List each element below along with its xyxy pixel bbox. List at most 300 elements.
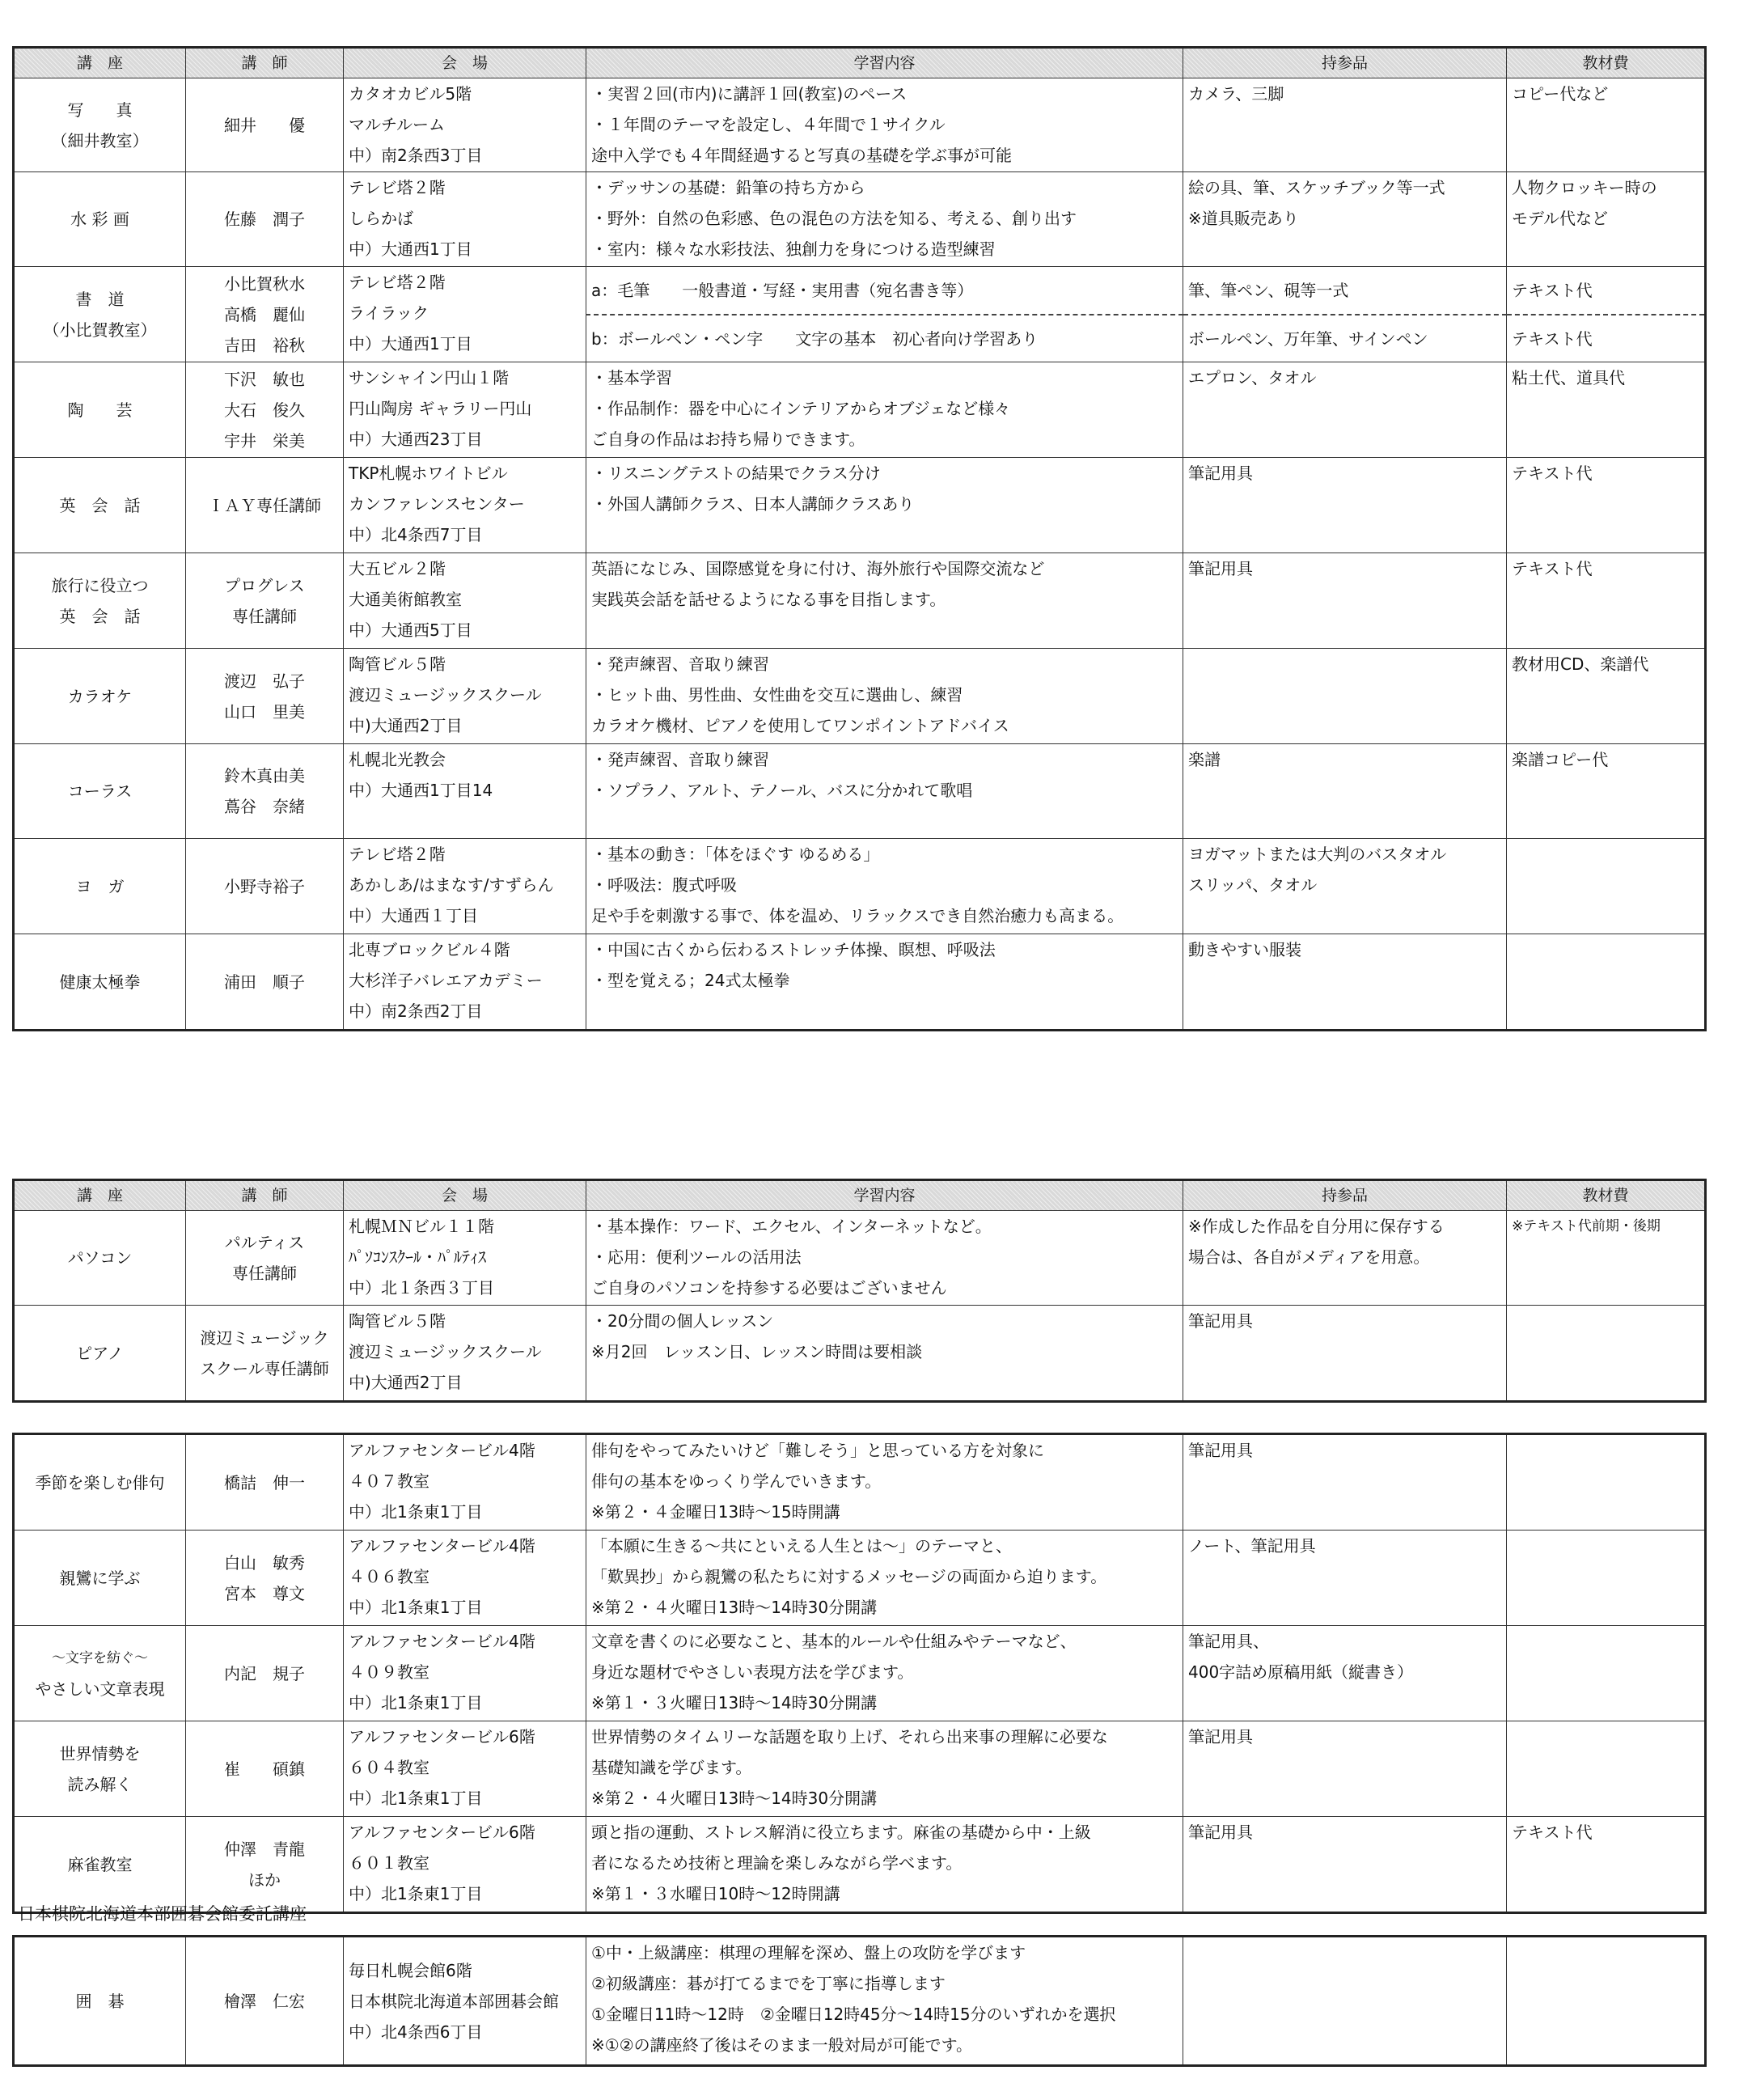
course-cell <box>14 1817 186 1913</box>
bring-cell <box>1183 458 1507 553</box>
course-table-2 <box>12 1179 1707 1403</box>
venue-cell <box>344 172 586 267</box>
cell-line: テレビ塔２階 <box>349 178 446 197</box>
cell-line: テレビ塔２階 <box>349 273 446 292</box>
teacher-cell <box>186 1434 344 1531</box>
cell-line: 水 彩 画 <box>70 210 129 229</box>
cell-line: 「本願に生きる～共にといえる人生とは～」のテーマと、 <box>591 1536 1012 1556</box>
cell-line: アルファセンタービル4階 <box>349 1441 535 1460</box>
cell-line: ※第１・３火曜日13時～14時30分開講 <box>591 1693 878 1713</box>
content-cell <box>586 1721 1183 1817</box>
cell-line: ※作成した作品を自分用に保存する <box>1188 1217 1445 1236</box>
bring-cell <box>1183 1306 1507 1402</box>
cell-line: ヨガマットまたは大判のバスタオル <box>1188 845 1447 864</box>
cell-line: スクール専任講師 <box>200 1358 329 1378</box>
cell-line: ご自身の作品はお持ち帰りできます。 <box>591 430 865 449</box>
cell-line: 仲澤 青龍 <box>224 1839 305 1859</box>
cell-line: 札幌ＭＮビル１１階 <box>349 1217 494 1236</box>
fee-cell <box>1507 267 1706 315</box>
cell-line: ・基本学習 <box>591 368 672 387</box>
cell-line: 下沢 敏也 <box>224 369 305 389</box>
cell-line: 身近な題材でやさしい表現方法を学びます。 <box>591 1662 914 1682</box>
cell-line: ・呼吸法：腹式呼吸 <box>591 875 737 895</box>
cell-line: 「歎異抄」から親鸞の私たちに対するメッセージの両面から迫ります。 <box>591 1567 1107 1586</box>
course-table-3 <box>12 1433 1707 1914</box>
cell-line: やさしい文章表現 <box>35 1679 165 1699</box>
course-cell <box>14 1306 186 1402</box>
teacher-cell <box>186 934 344 1031</box>
cell-line: 大通美術館教室 <box>349 590 462 609</box>
column-header: 会 場 <box>344 48 586 78</box>
cell-line: 実践英会話を話せるようになる事を目指します。 <box>591 590 946 609</box>
course-cell <box>14 1937 186 2066</box>
cell-line: 中）南2条西3丁目 <box>349 146 483 165</box>
fee-cell <box>1507 1817 1706 1913</box>
table-row <box>14 1937 1706 2066</box>
column-header: 学習内容 <box>586 1180 1183 1211</box>
cell-line: 円山陶房 ギャラリー円山 <box>349 399 532 418</box>
content-cell <box>586 649 1183 744</box>
cell-line: ・野外：自然の色彩感、色の混色の方法を知る、考える、創り出す <box>591 209 1077 228</box>
bring-cell <box>1183 1531 1507 1626</box>
cell-line: ボールペン、万年筆、サインペン <box>1188 328 1428 349</box>
table-row <box>14 839 1706 934</box>
cell-line: カラオケ機材、ピアノを使用してワンポイントアドバイス <box>591 716 1009 735</box>
cell-line: ・発声練習、音取り練習 <box>591 654 769 674</box>
cell-line: 絵の具、筆、スケッチブック等一式 <box>1188 178 1445 197</box>
cell-line: 中）北1条東1丁目 <box>349 1884 483 1903</box>
venue-cell <box>344 1721 586 1817</box>
venue-cell <box>344 1817 586 1913</box>
content-cell <box>586 839 1183 934</box>
cell-line: コーラス <box>67 781 133 801</box>
cell-line: a：毛筆 一般書道・写経・実用書（宛名書き等） <box>591 281 974 300</box>
cell-line: ﾊﾟｿｺﾝｽｸｰﾙ・ﾊﾟﾙﾃｨｽ <box>349 1247 486 1267</box>
venue-cell <box>344 1626 586 1721</box>
cell-line: ほか <box>248 1869 281 1890</box>
cell-line: 渡辺ミュージックスクール <box>349 1342 542 1361</box>
cell-line: ※月2回 レッスン日、レッスン時間は要相談 <box>591 1342 923 1361</box>
cell-line: カラオケ <box>67 686 133 706</box>
cell-line: 宮本 尊文 <box>224 1583 305 1603</box>
cell-line: b：ボールペン・ペン字 文字の基本 初心者向け学習あり <box>591 328 1039 349</box>
cell-line: マルチルーム <box>349 115 445 134</box>
cell-line: ※①②の講座終了後はそのまま一般対局が可能です。 <box>591 2035 973 2055</box>
cell-line: アルファセンタービル4階 <box>349 1632 535 1651</box>
cell-line: あかしあ/はまなす/すずらん <box>349 875 554 895</box>
cell-line: テキスト代 <box>1512 464 1593 483</box>
column-header: 講 師 <box>186 1180 344 1211</box>
cell-line: パソコン <box>67 1248 133 1268</box>
fee-cell <box>1507 1434 1706 1531</box>
cell-line: 読み解く <box>67 1774 133 1794</box>
table-row <box>14 1817 1706 1913</box>
fee-cell <box>1507 1937 1706 2066</box>
teacher-cell <box>186 458 344 553</box>
cell-line: 親鸞に学ぶ <box>59 1568 141 1588</box>
course-cell <box>14 78 186 172</box>
cell-line: 陶 芸 <box>67 400 133 420</box>
cell-line: ※第１・３水曜日10時～12時開講 <box>591 1884 840 1903</box>
cell-line: ・発声練習、音取り練習 <box>591 750 769 769</box>
venue-cell <box>344 934 586 1031</box>
cell-line: ①中・上級講座：棋理の理解を深め、盤上の攻防を学びます <box>591 1943 1026 1962</box>
table-row <box>14 78 1706 172</box>
content-cell <box>586 1817 1183 1913</box>
course-cell <box>14 458 186 553</box>
cell-line: ４０７教室 <box>349 1471 429 1491</box>
header-row <box>14 48 1706 78</box>
cell-line: サンシャイン円山１階 <box>349 368 510 387</box>
course-cell <box>14 934 186 1031</box>
course-cell <box>14 553 186 649</box>
venue-cell <box>344 1531 586 1626</box>
igo-section-caption: 日本棋院北海道本部囲碁会館委託講座 <box>18 1904 307 1924</box>
cell-line: テキスト代 <box>1512 559 1593 578</box>
course-cell <box>14 649 186 744</box>
cell-line: 足や手を刺激する事で、体を温め、リラックスでき自然治癒力も高まる。 <box>591 906 1124 925</box>
content-cell <box>586 1306 1183 1402</box>
cell-line: ※第２・４火曜日13時～14時30分開講 <box>591 1789 878 1808</box>
cell-line: 宇井 栄美 <box>224 430 305 451</box>
cell-line: アルファセンタービル4階 <box>349 1536 535 1556</box>
cell-line: テキスト代 <box>1512 281 1593 300</box>
teacher-cell <box>186 1626 344 1721</box>
bring-cell <box>1183 839 1507 934</box>
teacher-cell <box>186 1531 344 1626</box>
fee-cell <box>1507 1626 1706 1721</box>
course-table-1 <box>12 46 1707 1031</box>
cell-line: 小比賀秋水 <box>224 273 305 294</box>
course-cell <box>14 172 186 267</box>
bring-cell <box>1183 362 1507 458</box>
cell-line: 楽譜 <box>1188 750 1221 769</box>
fee-cell <box>1507 362 1706 458</box>
teacher-cell <box>186 1211 344 1306</box>
content-cell <box>586 744 1183 839</box>
cell-line: ノート、筆記用具 <box>1188 1536 1316 1556</box>
fee-cell <box>1507 934 1706 1031</box>
cell-line: 中）大通西5丁目 <box>349 620 472 640</box>
cell-line: 大杉洋子バレエアカデミー <box>349 971 543 990</box>
cell-line: ・室内：様々な水彩技法、独創力を身につける造型練習 <box>591 239 996 259</box>
cell-line: 中)大通西2丁目 <box>349 1373 463 1392</box>
teacher-cell <box>186 267 344 362</box>
table-row <box>14 1211 1706 1306</box>
bring-cell <box>1183 934 1507 1031</box>
table-row <box>14 1721 1706 1817</box>
column-header: 講 師 <box>186 48 344 78</box>
course-cell <box>14 267 186 362</box>
cell-line: ・デッサンの基礎：鉛筆の持ち方から <box>591 178 865 197</box>
cell-line: スリッパ、タオル <box>1188 875 1318 895</box>
venue-cell <box>344 553 586 649</box>
venue-cell <box>344 362 586 458</box>
cell-line: 世界情勢を <box>59 1743 141 1763</box>
course-cell <box>14 1626 186 1721</box>
course-cell <box>14 1721 186 1817</box>
table-row <box>14 1531 1706 1626</box>
cell-line: 内記 規子 <box>224 1663 305 1683</box>
fee-cell <box>1507 1531 1706 1626</box>
cell-line: ・中国に古くから伝わるストレッチ体操、瞑想、呼吸法 <box>591 940 996 959</box>
teacher-cell <box>186 649 344 744</box>
cell-line: 筆記用具 <box>1188 1441 1253 1460</box>
cell-line: 白山 敏秀 <box>224 1552 305 1573</box>
content-cell <box>586 267 1183 315</box>
cell-line: 粘土代、道具代 <box>1512 368 1625 387</box>
cell-line: 楽譜コピー代 <box>1512 750 1609 769</box>
cell-line: アルファセンタービル6階 <box>349 1823 535 1842</box>
cell-line: ・リスニングテストの結果でクラス分け <box>591 464 881 483</box>
cell-line: プログレス <box>224 575 305 595</box>
bring-cell <box>1183 1721 1507 1817</box>
cell-line: ・外国人講師クラス、日本人講師クラスあり <box>591 494 915 514</box>
cell-line: ②初級講座：碁が打てるまでを丁寧に指導します <box>591 1974 946 1993</box>
fee-cell <box>1507 553 1706 649</box>
cell-line: モデル代など <box>1512 209 1608 228</box>
cell-line: カンファレンスセンター <box>349 494 525 514</box>
column-header: 持参品 <box>1183 48 1507 78</box>
cell-line: 麻雀教室 <box>67 1854 133 1874</box>
teacher-cell <box>186 362 344 458</box>
cell-line: 書 道 <box>75 289 125 309</box>
content-cell <box>586 458 1183 553</box>
content-cell <box>586 1434 1183 1531</box>
table-row <box>14 1306 1706 1402</box>
cell-line: 崔 碩鎮 <box>224 1759 305 1779</box>
cell-line: 囲 碁 <box>75 1991 125 2011</box>
teacher-cell <box>186 553 344 649</box>
cell-line: 世界情勢のタイムリーな話題を取り上げ、それら出来事の理解に必要な <box>591 1727 1108 1746</box>
column-header: 教材費 <box>1507 48 1706 78</box>
bring-cell <box>1183 649 1507 744</box>
cell-line: ・作品制作：器を中心にインテリアからオブジェなど様々 <box>591 399 1011 418</box>
cell-line: 筆記用具 <box>1188 464 1253 483</box>
table-row <box>14 649 1706 744</box>
cell-line: 動きやすい服装 <box>1188 940 1301 959</box>
venue-cell <box>344 649 586 744</box>
content-cell <box>586 315 1183 362</box>
fee-cell <box>1507 172 1706 267</box>
cell-line: 中）北1条東1丁目 <box>349 1693 483 1713</box>
cell-line: ※道具販売あり <box>1188 209 1299 228</box>
cell-line: 場合は、各自がメディアを用意。 <box>1188 1247 1430 1267</box>
bring-cell <box>1183 744 1507 839</box>
cell-line: 英 会 話 <box>59 606 141 626</box>
bring-cell <box>1183 1626 1507 1721</box>
cell-line: 毎日札幌会館6階 <box>349 1960 472 1980</box>
cell-line: ご自身のパソコンを持参する必要はございません <box>591 1278 947 1298</box>
cell-line: 北専ブロックビル４階 <box>349 940 510 959</box>
teacher-cell <box>186 78 344 172</box>
cell-line: 400字詰め原稿用紙（縦書き） <box>1188 1662 1414 1682</box>
bring-cell <box>1183 1937 1507 2066</box>
cell-line: （小比賀教室） <box>43 320 157 340</box>
cell-line: 中）北１条西３丁目 <box>349 1278 494 1298</box>
venue-cell <box>344 744 586 839</box>
fee-cell <box>1507 315 1706 362</box>
table-row <box>14 934 1706 1031</box>
cell-line: 筆記用具 <box>1188 1311 1253 1331</box>
cell-line: 中）北1条東1丁目 <box>349 1598 483 1617</box>
course-cell <box>14 744 186 839</box>
cell-line: ４０９教室 <box>349 1662 429 1682</box>
cell-line: ・実習２回(市内)に講評１回(教室)のペース <box>591 84 908 104</box>
cell-line: パルティス <box>224 1233 305 1252</box>
cell-line: ライラック <box>349 303 429 323</box>
cell-line: 細井 優 <box>224 115 305 135</box>
content-cell <box>586 78 1183 172</box>
cell-line: 健康太極拳 <box>59 972 141 992</box>
teacher-cell <box>186 172 344 267</box>
cell-line: 陶管ビル５階 <box>349 1311 446 1331</box>
column-header: 講 座 <box>14 48 186 78</box>
fee-cell <box>1507 839 1706 934</box>
teacher-cell <box>186 1306 344 1402</box>
cell-line: 日本棋院北海道本部囲碁会館 <box>349 1991 559 2011</box>
cell-line: 佐藤 潤子 <box>224 210 305 229</box>
cell-line: 専任講師 <box>232 606 297 626</box>
cell-line: 陶管ビル５階 <box>349 654 446 674</box>
content-cell <box>586 1211 1183 1306</box>
cell-line: 英語になじみ、国際感覚を身に付け、海外旅行や国際交流など <box>591 559 1045 578</box>
cell-line: 大五ビル２階 <box>349 559 446 578</box>
cell-line: カタオカビル5階 <box>349 84 472 104</box>
bring-cell <box>1183 315 1507 362</box>
cell-line: 季節を楽しむ俳句 <box>35 1472 165 1492</box>
teacher-cell <box>186 839 344 934</box>
cell-line: アルファセンタービル6階 <box>349 1727 535 1746</box>
fee-cell <box>1507 1306 1706 1402</box>
cell-line: 中）大通西1丁目 <box>349 334 472 354</box>
cell-line: 鈴木真由美 <box>224 766 305 785</box>
cell-line: ・基本操作：ワード、エクセル、インターネットなど。 <box>591 1217 992 1236</box>
venue-cell <box>344 1937 586 2066</box>
course-cell <box>14 362 186 458</box>
cell-line: ①金曜日11時～12時 ②金曜日12時45分～14時15分のいずれかを選択 <box>591 2005 1116 2024</box>
cell-line: 筆記用具 <box>1188 1727 1253 1746</box>
cell-line: 中）南2条西2丁目 <box>349 1001 483 1021</box>
cell-line: 中）大通西1丁目 <box>349 239 472 259</box>
bring-cell <box>1183 172 1507 267</box>
fee-cell <box>1507 1721 1706 1817</box>
content-cell <box>586 172 1183 267</box>
table-row <box>14 1434 1706 1531</box>
table-row <box>14 458 1706 553</box>
bring-cell <box>1183 267 1507 315</box>
course-cell <box>14 1434 186 1531</box>
cell-line: 写 真 <box>67 99 133 120</box>
cell-line: しらかば <box>349 209 413 228</box>
column-header: 教材費 <box>1507 1180 1706 1211</box>
table-row <box>14 1626 1706 1721</box>
cell-line: 筆記用具 <box>1188 1823 1253 1842</box>
cell-line: 俳句の基本をゆっくり学んでいきます。 <box>591 1471 882 1491</box>
cell-line: 基礎知識を学びます。 <box>591 1758 752 1777</box>
cell-line: 浦田 順子 <box>224 972 305 992</box>
cell-line: 檜澤 仁宏 <box>224 1991 305 2011</box>
teacher-cell <box>186 744 344 839</box>
cell-line: ＩＡＹ専任講師 <box>208 495 321 515</box>
venue-cell <box>344 78 586 172</box>
cell-line: 中）北1条東1丁目 <box>349 1502 483 1522</box>
cell-line: 英 会 話 <box>59 495 141 515</box>
cell-line: ヨ ガ <box>75 876 125 896</box>
cell-line: 頭と指の運動、ストレス解消に役立ちます。麻雀の基礎から中・上級 <box>591 1823 1091 1842</box>
cell-line: エプロン、タオル <box>1188 368 1317 387</box>
table-row <box>14 553 1706 649</box>
column-header: 持参品 <box>1183 1180 1507 1211</box>
cell-line: 小野寺裕子 <box>224 876 305 896</box>
cell-line: 専任講師 <box>232 1264 297 1283</box>
cell-line: 橋詰 伸一 <box>224 1472 305 1492</box>
cell-line: コピー代など <box>1512 84 1609 104</box>
venue-cell <box>344 1434 586 1531</box>
course-subtitle: ～文字を紡ぐ～ <box>52 1649 148 1666</box>
cell-line: TKP札幌ホワイトビル <box>349 464 508 483</box>
cell-line: 渡辺ミュージック <box>200 1327 329 1348</box>
cell-line: 渡辺ミュージックスクール <box>349 685 542 705</box>
table-row <box>14 172 1706 267</box>
venue-cell <box>344 458 586 553</box>
fee-cell <box>1507 1211 1706 1306</box>
cell-line: ・応用：便利ツールの活用法 <box>591 1247 802 1267</box>
content-cell <box>586 1531 1183 1626</box>
cell-line: 俳句をやってみたいけど「難しそう」と思っている方を対象に <box>591 1441 1044 1460</box>
cell-line: ４０６教室 <box>349 1567 429 1586</box>
cell-line: 途中入学でも４年間経過すると写真の基礎を学ぶ事が可能 <box>591 146 1012 165</box>
teacher-cell <box>186 1721 344 1817</box>
cell-line: 旅行に役立つ <box>51 575 149 595</box>
cell-line: テキスト代 <box>1512 1823 1593 1842</box>
cell-line: ・１年間のテーマを設定し、４年間で１サイクル <box>591 115 946 134</box>
cell-line: 中）北4条西7丁目 <box>349 525 483 544</box>
fee-cell <box>1507 458 1706 553</box>
cell-line: 中）北1条東1丁目 <box>349 1789 483 1808</box>
teacher-cell <box>186 1817 344 1913</box>
venue-cell <box>344 1306 586 1402</box>
column-header: 講 座 <box>14 1180 186 1211</box>
table-row <box>14 744 1706 839</box>
cell-line: 中）大通西１丁目 <box>349 906 478 925</box>
cell-line: 中）大通西1丁目14 <box>349 781 493 800</box>
cell-line: ６０４教室 <box>349 1758 429 1777</box>
cell-line: ６０１教室 <box>349 1853 429 1873</box>
cell-line: ※テキスト代前期・後期 <box>1512 1218 1661 1234</box>
header-row <box>14 1180 1706 1211</box>
cell-line: 吉田 裕秋 <box>224 335 305 355</box>
cell-line: （細井教室） <box>51 130 149 150</box>
venue-cell <box>344 267 586 362</box>
bring-cell <box>1183 1434 1507 1531</box>
cell-line: 筆、筆ペン、硯等一式 <box>1188 281 1349 300</box>
content-cell <box>586 1626 1183 1721</box>
cell-line: 渡辺 弘子 <box>224 671 305 691</box>
venue-cell <box>344 839 586 934</box>
teacher-cell <box>186 1937 344 2066</box>
course-table-4 <box>12 1935 1707 2067</box>
cell-line: 高橋 麗仙 <box>224 304 305 324</box>
cell-line: ピアノ <box>76 1343 124 1363</box>
course-cell <box>14 839 186 934</box>
cell-line: カメラ、三脚 <box>1188 84 1284 104</box>
venue-cell <box>344 1211 586 1306</box>
cell-line: 蔦谷 奈緒 <box>224 797 305 816</box>
cell-line: 中)大通西2丁目 <box>349 716 463 735</box>
content-cell <box>586 934 1183 1031</box>
column-header: 学習内容 <box>586 48 1183 78</box>
